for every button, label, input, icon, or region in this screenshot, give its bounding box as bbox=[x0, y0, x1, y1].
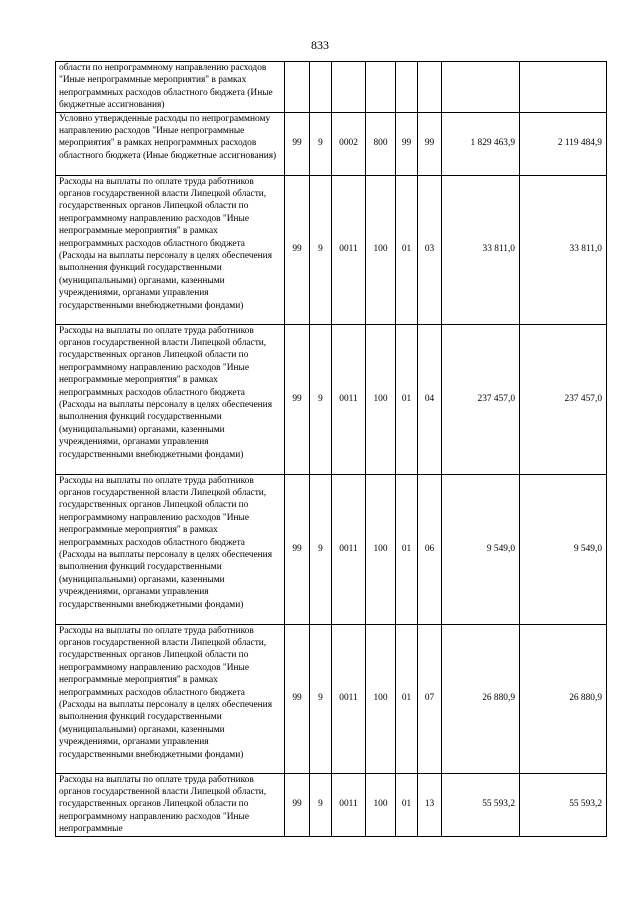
row-description: Расходы на выплаты по оплате труда работников органов государственной власти Липецкой области, государственных органов Липецкой области по непрограммному направлению расходов "Иные непрограммные мероприятия" в рамках непрограммных расходов областного бюджета (Расходы на выплаты персоналу в целях обеспечения выполнения функций государственными (муниципальными) органами, казенными учреждениями, органами управления государственными внебюджетными фондами) bbox=[56, 175, 285, 324]
row-description: Расходы на выплаты по оплате труда работников органов государственной власти Липецкой области, государственных органов Липецкой области по непрограммному направлению расходов "Иные непрограммные мероприятия" в рамках непрограммных расходов областного бюджета (Расходы на выплаты персоналу в целях обеспечения выполнения функций государственными (муниципальными) органами, казенными учреждениями, органами управления государственными внебюджетными фондами) bbox=[56, 624, 285, 773]
row-sum-first-year: 55 593,2 bbox=[442, 773, 520, 836]
row-gr: 99 bbox=[285, 112, 310, 175]
row-sum-second-year: 26 880,9 bbox=[520, 624, 607, 773]
table-row bbox=[56, 175, 607, 324]
table-row bbox=[56, 112, 607, 175]
row-paragraph: 04 bbox=[418, 324, 442, 474]
table-row bbox=[56, 62, 607, 113]
row-sum-first-year: 1 829 463,9 bbox=[442, 112, 520, 175]
row-article: 0011 bbox=[332, 324, 366, 474]
row-gr: 99 bbox=[285, 773, 310, 836]
row-sum-second-year: 9 549,0 bbox=[520, 474, 607, 624]
row-sum-first-year bbox=[442, 62, 520, 113]
row-paragraph: 99 bbox=[418, 112, 442, 175]
row-section bbox=[310, 62, 332, 113]
budget-table-body bbox=[56, 62, 607, 837]
row-article: 0011 bbox=[332, 175, 366, 324]
row-section: 9 bbox=[310, 324, 332, 474]
row-sum-second-year bbox=[520, 62, 607, 113]
page-number: 833 bbox=[311, 38, 329, 52]
row-description: области по непрограммному направлению расходов "Иные непрограммные мероприятия" в рамках непрограммных расходов областного бюджета (Иные бюджетные ассигнования) bbox=[56, 62, 285, 113]
row-section: 9 bbox=[310, 175, 332, 324]
row-sum-first-year: 33 811,0 bbox=[442, 175, 520, 324]
table-row bbox=[56, 624, 607, 773]
row-article: 0011 bbox=[332, 773, 366, 836]
row-gr: 99 bbox=[285, 324, 310, 474]
row-subsection bbox=[396, 62, 418, 113]
row-subsection: 99 bbox=[396, 112, 418, 175]
row-expense-type: 100 bbox=[366, 773, 396, 836]
table-row bbox=[56, 773, 607, 836]
row-gr: 99 bbox=[285, 175, 310, 324]
row-description: Расходы на выплаты по оплате труда работников органов государственной власти Липецкой области, государственных органов Липецкой области по непрограммному направлению расходов "Иные непрограммные мероприятия" в рамках непрограммных расходов областного бюджета (Расходы на выплаты персоналу в целях обеспечения выполнения функций государственными (муниципальными) органами, казенными учреждениями, органами управления государственными внебюджетными фондами) bbox=[56, 324, 285, 474]
row-article: 0011 bbox=[332, 624, 366, 773]
row-paragraph bbox=[418, 62, 442, 113]
row-expense-type: 100 bbox=[366, 324, 396, 474]
row-sum-first-year: 9 549,0 bbox=[442, 474, 520, 624]
row-section: 9 bbox=[310, 474, 332, 624]
row-section: 9 bbox=[310, 624, 332, 773]
row-description: Расходы на выплаты по оплате труда работников органов государственной власти Липецкой области, государственных органов Липецкой области по непрограммному направлению расходов "Иные непрограммные bbox=[56, 773, 285, 836]
row-gr: 99 bbox=[285, 474, 310, 624]
row-paragraph: 07 bbox=[418, 624, 442, 773]
row-subsection: 01 bbox=[396, 773, 418, 836]
row-subsection: 01 bbox=[396, 624, 418, 773]
row-article: 0002 bbox=[332, 112, 366, 175]
row-sum-first-year: 26 880,9 bbox=[442, 624, 520, 773]
table-row bbox=[56, 474, 607, 624]
row-sum-second-year: 55 593,2 bbox=[520, 773, 607, 836]
row-subsection: 01 bbox=[396, 324, 418, 474]
budget-table bbox=[55, 61, 607, 837]
row-paragraph: 03 bbox=[418, 175, 442, 324]
row-subsection: 01 bbox=[396, 175, 418, 324]
row-sum-second-year: 33 811,0 bbox=[520, 175, 607, 324]
table-row bbox=[56, 324, 607, 474]
row-subsection: 01 bbox=[396, 474, 418, 624]
row-sum-first-year: 237 457,0 bbox=[442, 324, 520, 474]
row-section: 9 bbox=[310, 773, 332, 836]
row-sum-second-year: 237 457,0 bbox=[520, 324, 607, 474]
row-expense-type: 100 bbox=[366, 175, 396, 324]
row-description: Расходы на выплаты по оплате труда работников органов государственной власти Липецкой области, государственных органов Липецкой области по непрограммному направлению расходов "Иные непрограммные мероприятия" в рамках непрограммных расходов областного бюджета (Расходы на выплаты персоналу в целях обеспечения выполнения функций государственными (муниципальными) органами, казенными учреждениями, органами управления государственными внебюджетными фондами) bbox=[56, 474, 285, 624]
row-section: 9 bbox=[310, 112, 332, 175]
row-expense-type bbox=[366, 62, 396, 113]
row-paragraph: 13 bbox=[418, 773, 442, 836]
row-expense-type: 100 bbox=[366, 474, 396, 624]
row-paragraph: 06 bbox=[418, 474, 442, 624]
row-expense-type: 100 bbox=[366, 624, 396, 773]
row-description: Условно утвержденные расходы по непрограммному направлению расходов "Иные непрограммные мероприятия" в рамках непрограммных расходов областного бюджета (Иные бюджетные ассигнования) bbox=[56, 112, 285, 175]
row-expense-type: 800 bbox=[366, 112, 396, 175]
row-gr bbox=[285, 62, 310, 113]
row-sum-second-year: 2 119 484,9 bbox=[520, 112, 607, 175]
row-article bbox=[332, 62, 366, 113]
row-gr: 99 bbox=[285, 624, 310, 773]
row-article: 0011 bbox=[332, 474, 366, 624]
